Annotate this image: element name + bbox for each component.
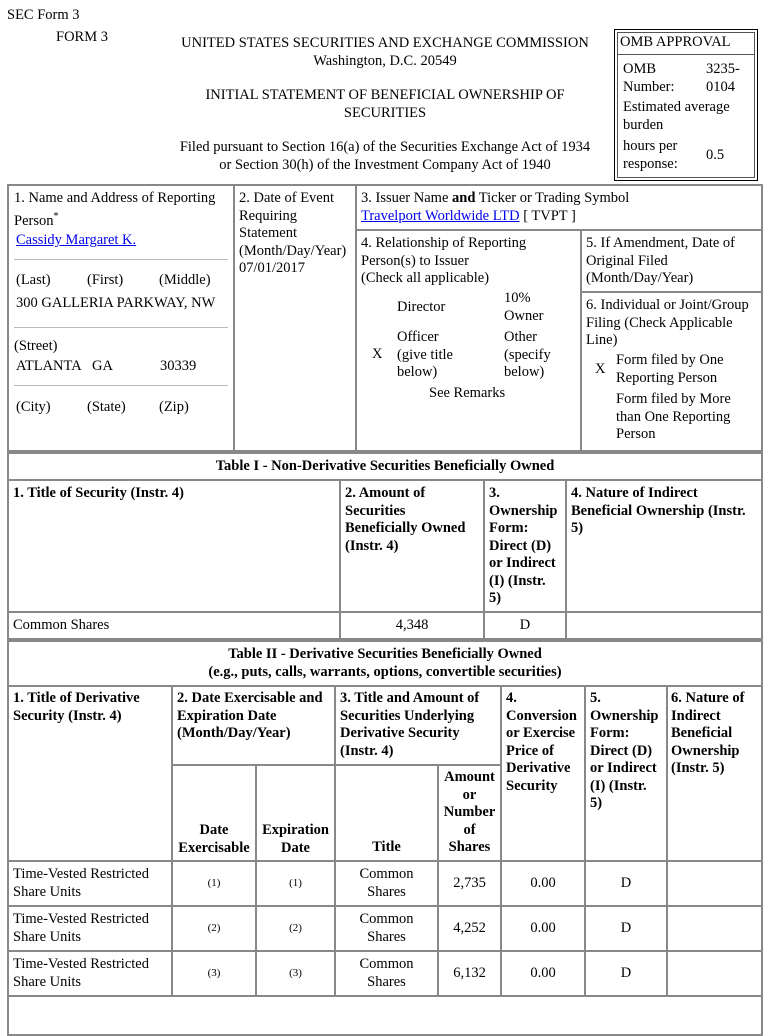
table-2-col-date-exercisable: 2. Date Exercisable and Expiration Date (Month/Day/Year) [177, 690, 323, 741]
expiration-date: (1) [289, 877, 302, 889]
conversion-price: 0.00 [530, 875, 556, 891]
ownership-form: D [620, 875, 632, 891]
street-label: (Street) [14, 338, 58, 354]
table-2-title: Table II - Derivative Securities Beneficially Owned (e.g., puts, calls, warrants, options, convertible securities) [208, 646, 562, 680]
filed-pursuant-line-2: or Section 30(h) of the Investment Company Act of 1940 [219, 156, 551, 173]
name-first-label: (First) [87, 272, 124, 288]
reporting-person-link[interactable]: Cassidy Margaret K. [16, 232, 137, 248]
securities-amount: 4,348 [395, 617, 429, 633]
ten-percent-owner-label: 10% Owner [504, 290, 544, 324]
name-last-label: (Last) [16, 272, 51, 288]
box2-label: 2. Date of Event Requiring Statement (Month/Day/Year) 07/01/2017 [239, 190, 347, 276]
underlying-title: Common Shares [359, 956, 414, 990]
table-2-col-underlying: 3. Title and Amount of Securities Underlying Derivative Security (Instr. 4) [340, 690, 480, 759]
filed-pursuant-line-1: Filed pursuant to Section 16(a) of the Securities Exchange Act of 1934 [179, 139, 591, 155]
date-exercisable: (2) [207, 922, 221, 934]
conversion-price: 0.00 [530, 920, 556, 936]
omb-number-value: 3235- 0104 [706, 61, 740, 95]
omb-hours-value: 0.5 [706, 147, 725, 163]
ownership-form: D [519, 617, 531, 633]
box4-label: 4. Relationship of Reporting Person(s) to Issuer (Check all applicable) [361, 235, 527, 286]
table-1-col-amount: 2. Amount of Securities Beneficially Owned (Instr. 4) [345, 485, 466, 554]
omb-burden-label: Estimated average burden [623, 99, 730, 133]
table-2-col-nature: 6. Nature of Indirect Beneficial Ownership (Instr. 5) [671, 690, 745, 776]
event-date: 07/01/2017 [239, 260, 306, 276]
commission-location: Washington, D.C. 20549 [313, 52, 457, 69]
street-value: 300 GALLERIA PARKWAY, NW [16, 295, 216, 311]
security-title: Common Shares [13, 617, 110, 633]
conversion-price: 0.00 [530, 965, 556, 981]
box6-label: 6. Individual or Joint/Group Filing (Check Applicable Line) [586, 297, 749, 348]
document-header [160, 35, 610, 174]
officer-check-mark: X [372, 346, 383, 362]
omb-number-label: OMB Number: [623, 61, 675, 95]
ticker-symbol: [ TVPT ] [523, 207, 576, 224]
director-label: Director [397, 299, 446, 315]
issuer-link[interactable]: Travelport Worldwide LTD [361, 207, 520, 224]
commission-name: UNITED STATES SECURITIES AND EXCHANGE COMMISSION [181, 35, 589, 51]
underlying-shares: 6,132 [453, 965, 486, 981]
derivative-title: Time-Vested Restricted Share Units [13, 911, 149, 945]
zip-value: 30339 [160, 358, 197, 374]
state-value: GA [92, 358, 113, 374]
table-1-col-nature: 4. Nature of Indirect Beneficial Ownership (Instr. 5) [571, 485, 746, 536]
underlying-shares: 2,735 [453, 875, 486, 891]
table-2-col-ownership-form: 5. Ownership Form: Direct (D) or Indirect (I) (Instr. 5) [590, 690, 659, 811]
box1-label: 1. Name and Address of Reporting Person* [14, 190, 216, 229]
ownership-form: D [620, 965, 632, 981]
sec-form-label: SEC Form 3 [7, 7, 80, 23]
sub-header-date-exercisable: Date Exercisable [178, 822, 250, 856]
document-title-line-2: SECURITIES [343, 104, 427, 121]
table-1-col-title: 1. Title of Security (Instr. 4) [13, 485, 184, 501]
see-remarks: See Remarks [429, 385, 506, 401]
other-label: Other (specify below) [504, 329, 551, 380]
underlying-title: Common Shares [359, 866, 414, 900]
omb-hours-label: hours per response: [623, 138, 678, 172]
sub-header-expiration-date: Expiration Date [262, 822, 329, 856]
state-label: (State) [87, 399, 126, 415]
omb-approval-box [614, 29, 758, 181]
zip-label: (Zip) [159, 399, 189, 415]
sub-header-amount: Amount or Number of Shares [443, 769, 496, 855]
form-filed-by-one: Form filed by One Reporting Person [616, 352, 724, 386]
form-label: FORM 3 [56, 29, 108, 45]
document-title-line-1: INITIAL STATEMENT OF BENEFICIAL OWNERSHIP OF [205, 87, 565, 103]
asterisk: * [53, 210, 59, 222]
expiration-date: (2) [289, 922, 302, 934]
derivative-title: Time-Vested Restricted Share Units [13, 866, 149, 900]
derivative-title: Time-Vested Restricted Share Units [13, 956, 149, 990]
form-filed-by-more: Form filed by More than One Reporting Person [616, 391, 731, 442]
table-2-col-conversion-price: 4. Conversion or Exercise Price of Derivative Security [506, 690, 577, 794]
ownership-form: D [620, 920, 632, 936]
underlying-shares: 4,252 [453, 920, 486, 936]
date-exercisable: (1) [207, 877, 221, 889]
city-value: ATLANTA [16, 358, 82, 374]
table-1-col-ownership-form: 3. Ownership Form: Direct (D) or Indirect (I) (Instr. 5) [489, 485, 558, 606]
table-2-col-title: 1. Title of Derivative Security (Instr. 4) [13, 690, 140, 724]
omb-title: OMB APPROVAL [620, 34, 731, 50]
one-person-check-mark: X [595, 361, 606, 377]
officer-label: Officer (give title below) [397, 329, 453, 380]
city-label: (City) [16, 399, 51, 415]
box5-label: 5. If Amendment, Date of Original Filed (Month/Day/Year) [586, 235, 735, 286]
box3-label: 3. Issuer Name and Ticker or Trading Symbol Travelport Worldwide LTD [ TVPT ] [361, 190, 630, 224]
expiration-date: (3) [289, 967, 302, 979]
date-exercisable: (3) [207, 967, 221, 979]
table-1-title: Table I - Non-Derivative Securities Beneficially Owned [215, 458, 555, 474]
underlying-title: Common Shares [359, 911, 414, 945]
name-middle-label: (Middle) [159, 272, 211, 288]
sub-header-title: Title [372, 839, 401, 855]
